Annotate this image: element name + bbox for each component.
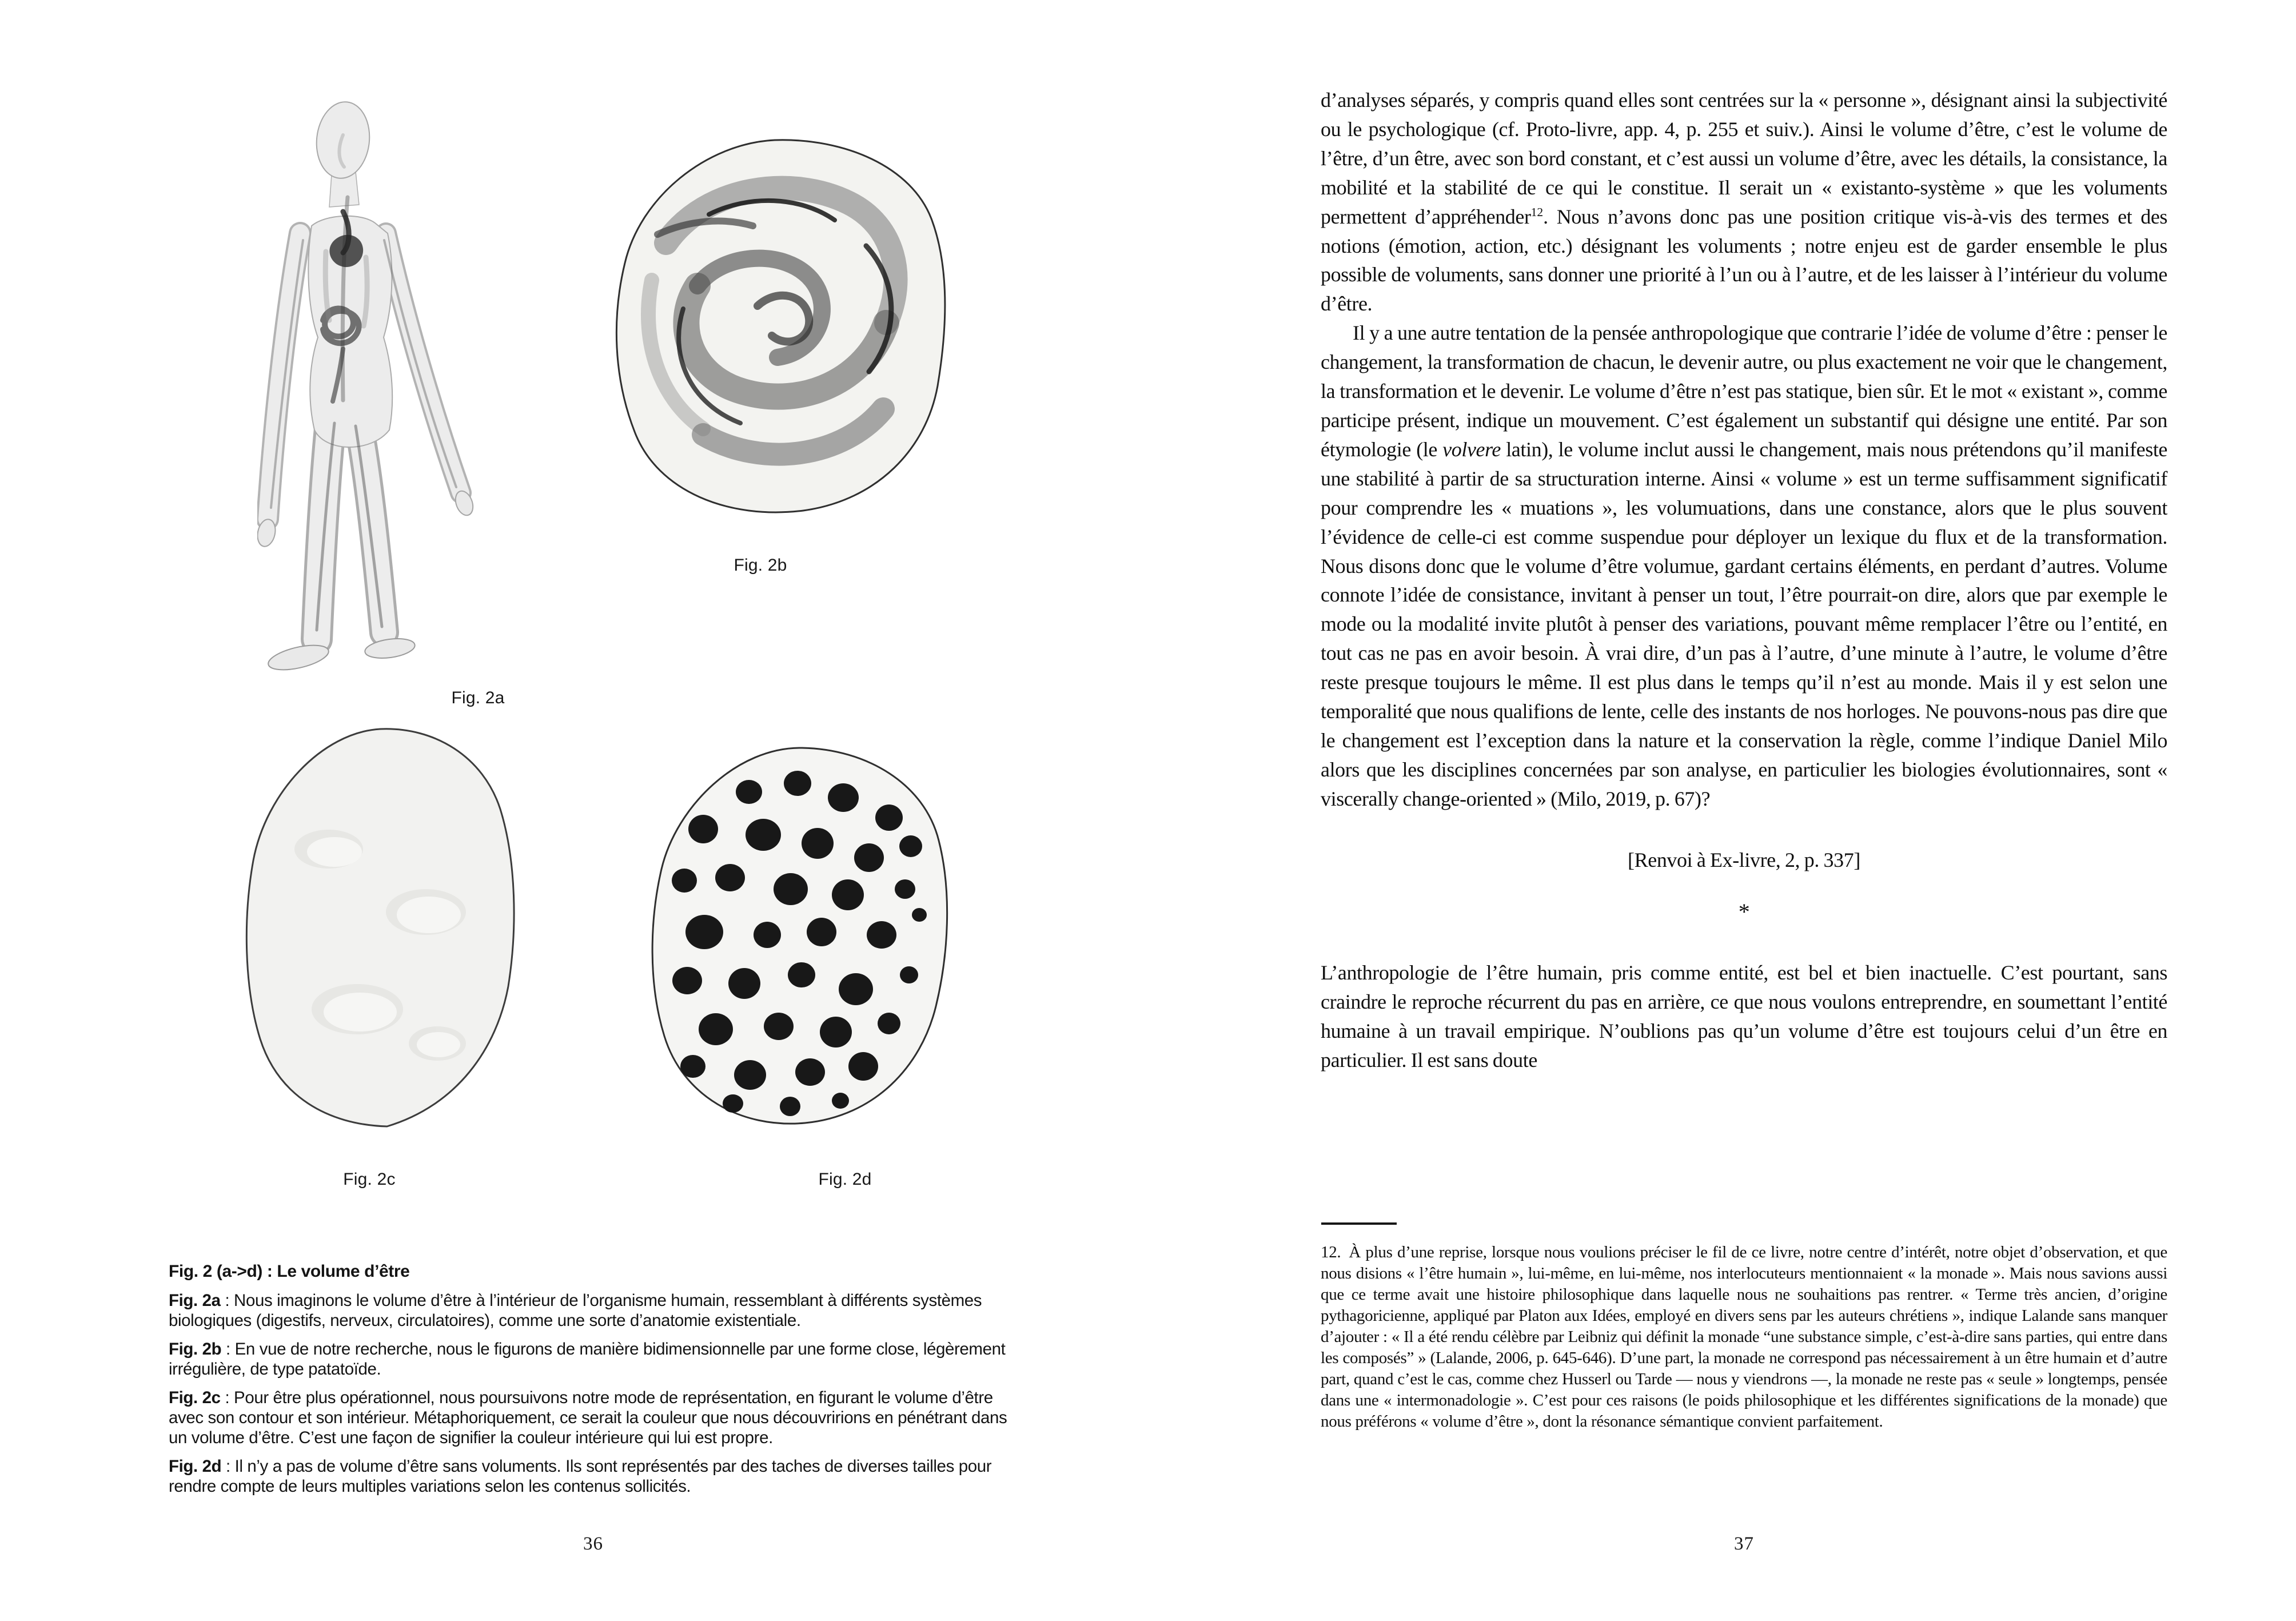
paragraph-2-text: Il y a une autre tentation de la pensée anthropologique que contrarie l’idée de volume d’être : penser le changement, la transformation de chacun, le devenir autre, ou plus exactement ne voir que le changement, la transformation et le devenir. Le volume d’être n’est pas statique, bien sûr. Et le mot « existant », comme participe présent, indique un mouvement. C’est également un substantif qui désigne une entité. Par son étymologie (le: [1321, 321, 2167, 461]
caption-fig-2d-text: : Il n’y a pas de volume d’être sans voluments. Ils sont représentés par des taches de diverses tailles pour rendre compte de leurs multiples variations selon les contenus sollicités.: [169, 1457, 992, 1496]
footnote-12: [1321, 1242, 2167, 1432]
caption-fig-2c-text: : Pour être plus opérationnel, nous poursuivons notre mode de représentation, en figurant le volume d’être avec son contour et son intérieur. Métaphoriquement, ce serait la couleur que nous découvririons en pénétrant dans un volume d’être. C’est une façon de signifier la couleur intérieure qui lui est propre.: [169, 1388, 1007, 1447]
page-37: [1148, 0, 2296, 1621]
fig-2d-label: Fig. 2d: [818, 1170, 872, 1189]
caption-fig-2d-label: Fig. 2d: [169, 1457, 222, 1476]
body-text-column: [1321, 86, 2167, 1075]
cross-reference-line: [Renvoi à Ex-livre, 2, p. 337]: [1628, 848, 1860, 871]
caption-fig-2a-text: : Nous imaginons le volume d’être à l’intérieur de l’organisme humain, ressemblant à différents systèmes biologiques (digestifs, nerveux, circulatoires), comme une sorte d’anatomie existentiale.: [169, 1291, 982, 1330]
fig-2a-label: Fig. 2a: [451, 688, 505, 707]
paragraph-1-text: d’analyses séparés, y compris quand elles sont centrées sur la « personne », désignant ainsi la subjectivité ou le psychologique (cf. Proto-livre, app. 4, p. 255 et suiv.). Ainsi le volume d’être, c’est le volume de l’être, d’un être, avec son bord constant, et c’est aussi un volume d’être, avec les détails, la consistance, la mobilité et la stabilité de ce qui le constitue. Il serait un « existanto-système » que les voluments permettent d’appréhender: [1321, 89, 2167, 228]
page-number-left: 36: [583, 1534, 603, 1554]
paragraph-1: [1321, 86, 2167, 318]
paragraph-2-text-after-italic: latin), le volume inclut aussi le changement, mais nous prétendons qu’il manifeste une stabilité à partir de sa structuration interne. Ainsi « volume » est un terme suffisamment significatif pour comprendre les « muations », les volumuations, dans une constance, alors que le plus souvent l’évidence de celle-ci est comme suspendue pour déployer un lexique du flux et de la transformation. Nous disons donc que le volume d’être volumue, gardant certains éléments, en perdant d’autres. Volume connote l’idée de consistance, invitant à penser un tout, l’être pourrait-on dire, alors que par exemple le mode ou la modalité invite plutôt à penser des variations, pouvant même remplacer l’être ou l’entité, en tout cas ne pas en avoir besoin. À vrai dire, d’un pas à l’autre, d’une minute à l’autre, le volume d’être reste presque toujours le même. Il est plus dans le temps qu’il n’est au monde. Mais il y est selon une temporalité que nous qualifions de lente, celle des instants de nos horloges. Ne pouvons-nous pas dire que le changement est l’exception dans la nature et la conservation la règle, comme l’indique Daniel Milo alors que les disciplines concernées par son analyse, en particulier les biologies évolutionnaires, sont « viscerally change-oriented » (Milo, 2019, p. 67)?: [1321, 437, 2167, 810]
paragraph-1-text-after-ref: . Nous n’avons donc pas une position critique vis-à-vis des termes et des notions (émotion, action, etc.) désignant les voluments ; notre enjeu est de garder ensemble le plus possible de voluments, sans donner une priorité à l’un ou à l’autre, et de les laisser à l’intérieur du volume d’être.: [1321, 205, 2168, 316]
fig-2a-human-sketch: [257, 80, 486, 686]
fig-2d-patatoid-spots: [643, 743, 963, 1129]
caption-fig-2a: [169, 1291, 1018, 1331]
footnote-rule: [1321, 1222, 1397, 1225]
figure-caption-block: [169, 1261, 1018, 1505]
caption-fig-2a-label: Fig. 2a: [169, 1291, 221, 1310]
paragraph-3: L’anthropologie de l’être humain, pris comme entité, est bel et bien inactuelle. C’est pourtant, sans craindre le reproche récurrent du pas en arrière, ce que nous voulons entreprendre, en soumettant l’entité humaine à un travail empirique. N’oublions pas qu’un volume d’être est toujours celui d’un être en particulier. Il est sans doute: [1321, 961, 2167, 1072]
footnote-area: [1321, 1222, 2167, 1432]
footnote-ref-12: 12: [1530, 205, 1544, 219]
caption-fig-2b-label: Fig. 2b: [169, 1340, 222, 1359]
caption-fig-2c-label: Fig. 2c: [169, 1388, 221, 1407]
caption-fig-2b: [169, 1339, 1018, 1379]
caption-fig-2b-text: : En vue de notre recherche, nous le figurons de manière bidimensionnelle par une forme close, légèrement irrégulière, de type patatoïde.: [169, 1340, 1006, 1379]
footnote-12-text: À plus d’une reprise, lorsque nous voulions préciser le fil de ce livre, notre centre d’intérêt, notre objet d’observation, et que nous disions « l’être humain », lui-même, en lui-même, nos interlocuteurs mentionnaient « la monade ». Mais nous savions aussi que ce terme avait une histoire philosophique dans laquelle nous ne souhaitions pas rentrer. « Terme très ancien, d’origine pythagoricienne, appliqué par Platon aux Idées, employé en divers sens par les auteurs chrétiens », indique Lalande sans manquer d’ajouter : « Il a été rendu célèbre par Leibniz qui définit la monade “une substance simple, c’est-à-dire sans parties, qui entre dans les composés” » (Lalande, 2006, p. 645-646). D’une part, la monade ne correspond pas nécessairement à un être humain et d’autre part, quand c’est le cas, comme chez Husserl ou Tarde — nous y viendrons —, la monade ne reste pas « seule » longtemps, pensée dans une « intermonadologie ». C’est pour ces raisons (le poids philosophique et les différentes significations de la monade) que nous préférons « volume d’être », dont la résonance sémantique convient parfaitement.: [1321, 1243, 2167, 1431]
caption-fig-2d: [169, 1456, 1018, 1496]
latin-term-italic: volvere: [1442, 437, 1501, 461]
page-number-right: 37: [1734, 1534, 1754, 1554]
fig-2c-patatoid-plain: [237, 723, 523, 1132]
footnote-12-marker: 12.: [1321, 1243, 1341, 1261]
paragraph-2: [1321, 318, 2167, 813]
fig-2b-patatoid-swirls: [603, 134, 958, 517]
caption-fig-2c: [169, 1388, 1018, 1448]
fig-2b-label: Fig. 2b: [734, 556, 787, 575]
caption-title: Fig. 2 (a->d) : Le volume d’être: [169, 1262, 410, 1281]
fig-2c-label: Fig. 2c: [343, 1170, 396, 1189]
section-separator-asterisk: *: [1738, 898, 1750, 925]
